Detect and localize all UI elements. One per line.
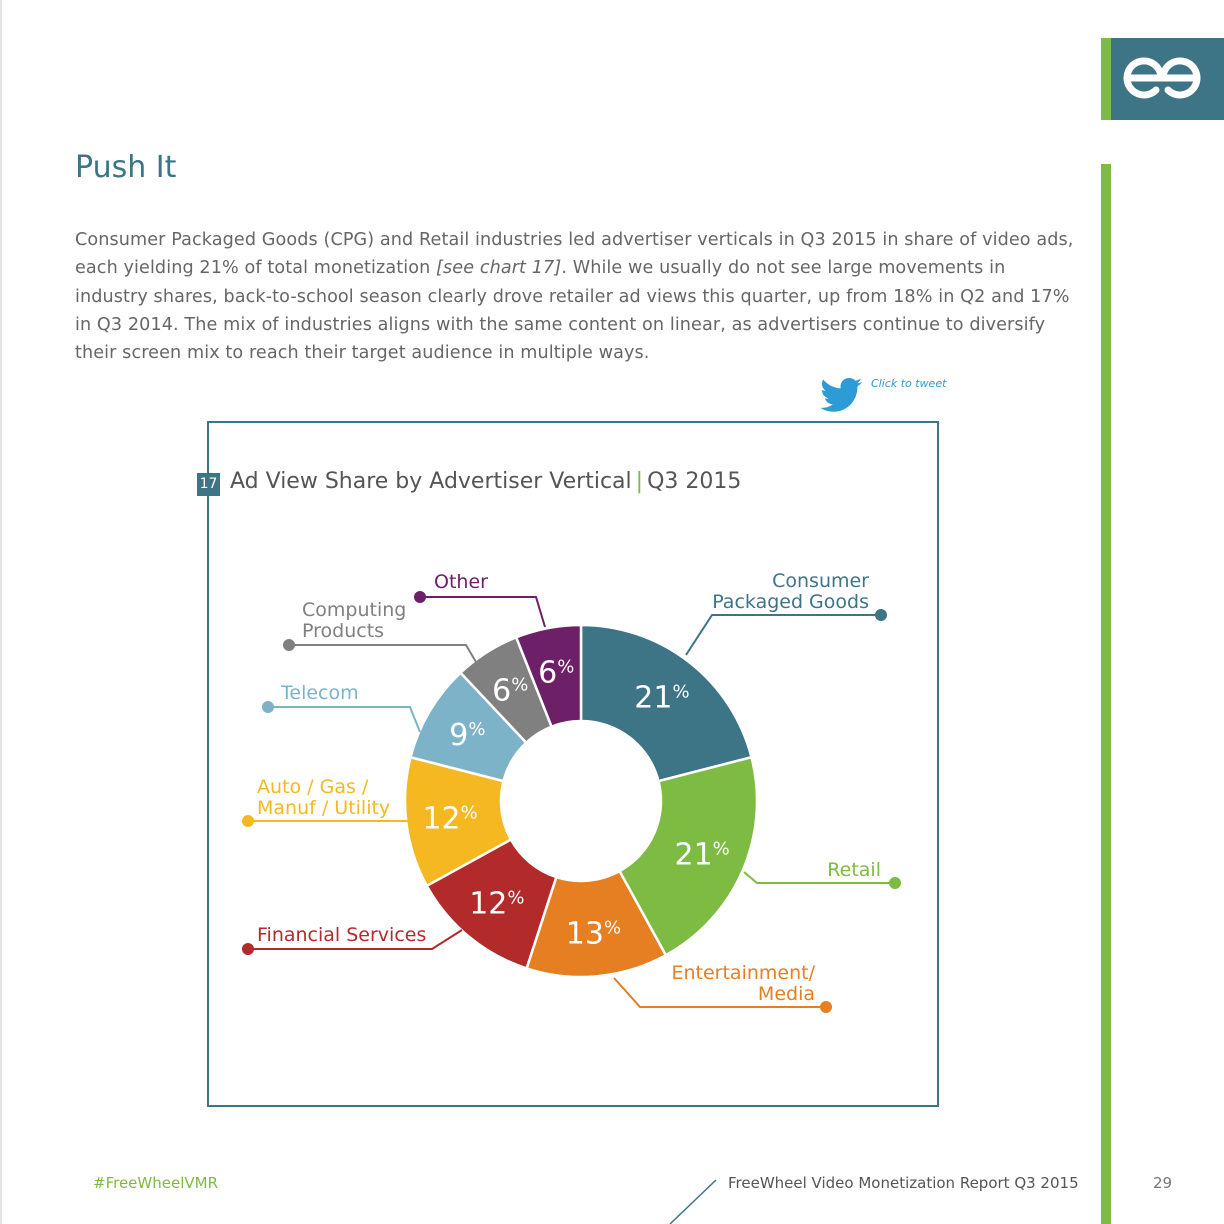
page-title: Push It [75, 150, 177, 185]
chart-reference[interactable]: [see chart 17] [436, 258, 562, 279]
value-label-entertainment-media: 13% [565, 916, 622, 952]
callout-line-computing-products [289, 645, 476, 662]
value-label-consumer-packaged-goods: 21% [634, 680, 690, 716]
callout-dot-auto-gas-manuf-utility [242, 815, 254, 827]
value-label-auto-gas-manuf-utility: 12% [422, 801, 478, 837]
footer-report-title: FreeWheel Video Monetization Report Q3 2015 [728, 1174, 1079, 1192]
callout-dot-telecom [262, 701, 274, 713]
category-label-computing-products: Computing Products [302, 599, 407, 642]
category-label-auto-gas-manuf-utility: Auto / Gas / Manuf / Utility [257, 776, 391, 819]
body-text-part1: Consumer Packaged Goods (CPG) and Retail industries led advertiser verticals in Q3 2015 in share of video ads, each yielding 21% of total monetization [75, 230, 1074, 279]
category-label-consumer-packaged-goods: Consumer Packaged Goods [712, 570, 869, 613]
body-text-part2: . While we usually do not see large movements in industry shares, back-to-school season clearly drove retailer ad views this quarter, up from 18% in Q2 and 17% in Q3 2014. The mix of industries aligns with the same content on linear, as advertisers continue to diversify their screen mix to reach their target audience in multiple ways. [75, 258, 1070, 364]
value-label-retail: 21% [674, 837, 730, 873]
footer-hashtag[interactable]: #FreeWheelVMR [93, 1174, 218, 1192]
callout-dot-computing-products [283, 639, 295, 651]
callout-dot-consumer-packaged-goods [875, 609, 887, 621]
callout-dot-other [414, 591, 426, 603]
chart-title-period: Q3 2015 [647, 469, 742, 494]
category-label-other: Other [434, 571, 488, 593]
callout-line-other [420, 597, 545, 627]
callout-line-telecom [268, 707, 420, 732]
value-label-financial-services: 12% [469, 886, 525, 922]
click-to-tweet-label[interactable]: Click to tweet [871, 377, 947, 390]
chart-number-badge: 17 [197, 473, 220, 496]
chart-title-separator: | [635, 469, 644, 494]
callout-dot-entertainment-media [820, 1001, 832, 1013]
callout-dot-retail [889, 877, 901, 889]
page-number: 29 [1153, 1174, 1173, 1192]
value-label-computing-products: 6% [492, 673, 529, 709]
callout-dot-financial-services [242, 943, 254, 955]
value-label-telecom: 9% [449, 717, 486, 753]
value-label-other: 6% [538, 655, 575, 691]
category-label-retail: Retail [827, 859, 881, 881]
category-label-financial-services: Financial Services [257, 924, 427, 946]
callout-line-consumer-packaged-goods [686, 615, 881, 655]
category-label-entertainment-media: Entertainment/ Media [671, 962, 815, 1005]
category-label-telecom: Telecom [281, 682, 359, 704]
chart-title-text: Ad View Share by Advertiser Vertical [230, 469, 632, 494]
